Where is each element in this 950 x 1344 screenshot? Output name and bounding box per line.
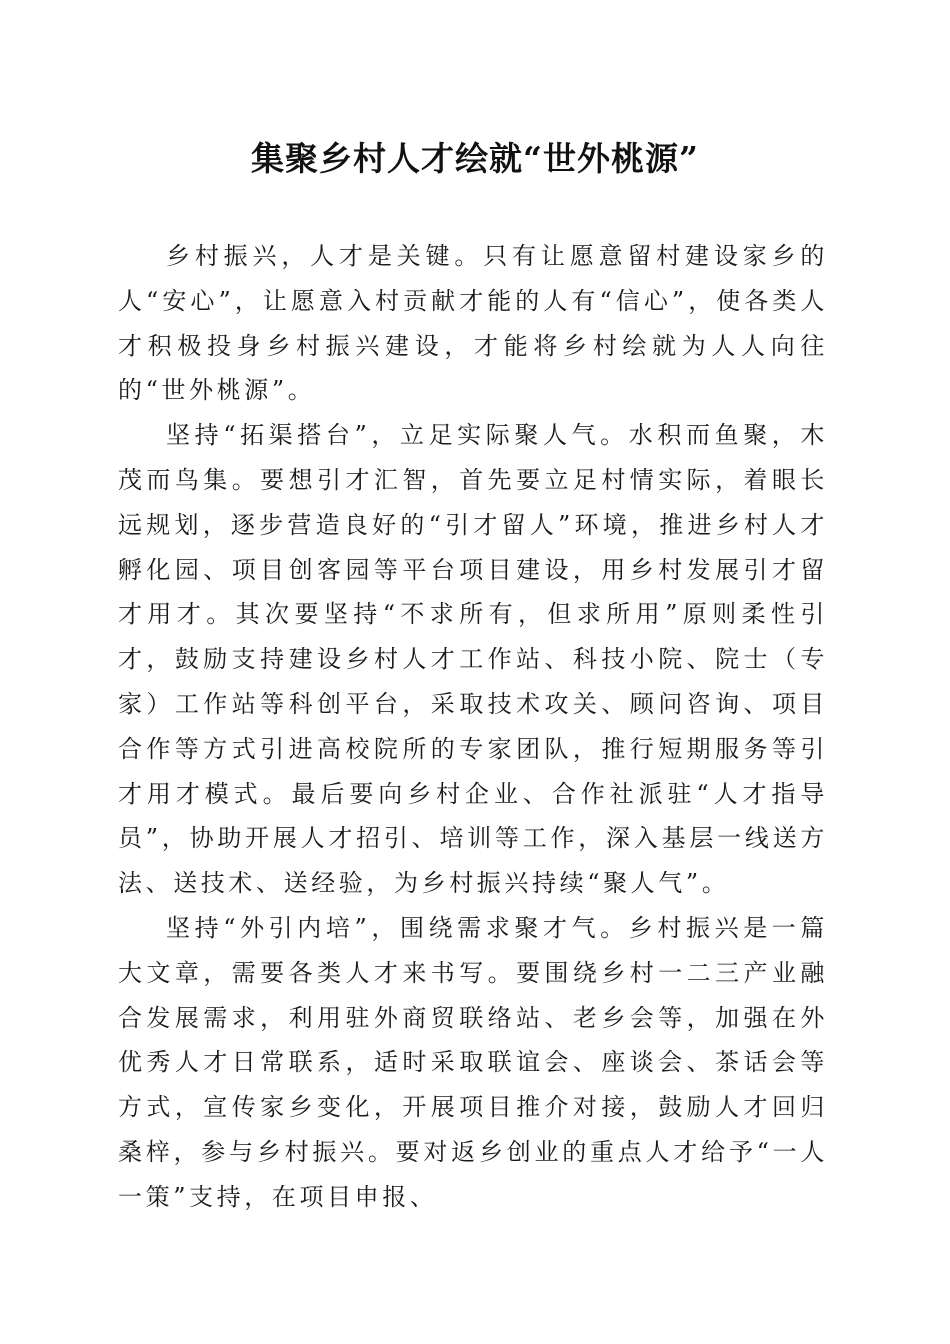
- paragraph-gather-popularity: 坚持“拓渠搭台”，立足实际聚人气。水积而鱼聚，木茂而鸟集。要想引才汇智，首先要立足村情实际，着眼长远规划，逐步营造良好的“引才留人”环境，推进乡村人才孵化园、项目创客园等平台项目建设，用乡村发展引才留才用才。其次要坚持“不求所有，但求所用”原则柔性引才，鼓励支持建设乡村人才工作站、科技小院、院士（专家）工作站等科创平台，采取技术攻关、顾问咨询、项目合作等方式引进高校院所的专家团队，推行短期服务等引才用才模式。最后要向乡村企业、合作社派驻“人才指导员”，协助开展人才招引、培训等工作，深入基层一线送方法、送技术、送经验，为乡村振兴持续“聚人气”。: [118, 421, 828, 898]
- paragraph-intro: 乡村振兴，人才是关键。只有让愿意留村建设家乡的人“安心”，让愿意入村贡献才能的人有“信心”，使各类人才积极投身乡村振兴建设，才能将乡村绘就为人人向往的“世外桃源”。: [118, 242, 828, 405]
- document-title: 集聚乡村人才绘就“世外桃源”: [251, 139, 699, 178]
- paragraph-gather-talent: 坚持“外引内培”，围绕需求聚才气。乡村振兴是一篇大文章，需要各类人才来书写。要围绕乡村一二三产业融合发展需求，利用驻外商贸联络站、老乡会等，加强在外优秀人才日常联系，适时采取联谊会、座谈会、茶话会等方式，宣传家乡变化，开展项目推介对接，鼓励人才回归桑梓，参与乡村振兴。要对返乡创业的重点人才给予“一人一策”支持，在项目申报、: [118, 913, 828, 1211]
- document-body: [118, 234, 828, 1220]
